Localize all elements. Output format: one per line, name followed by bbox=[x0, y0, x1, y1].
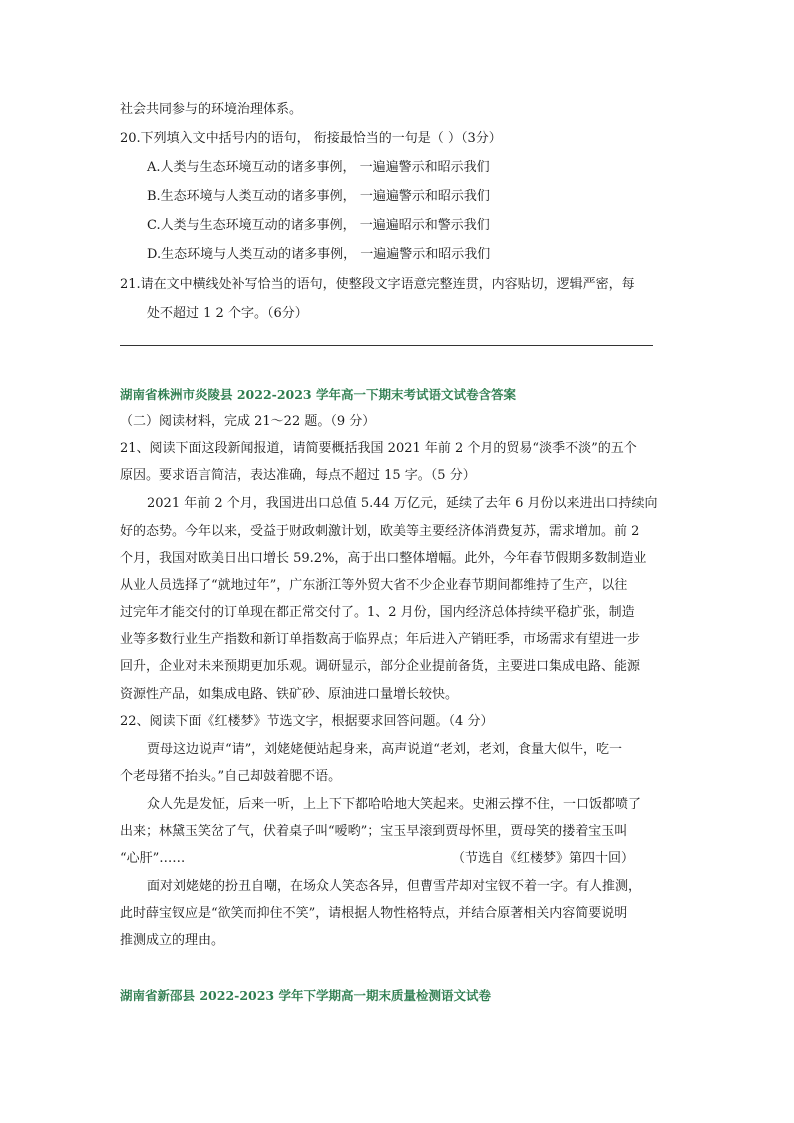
news-line: 好的态势。今年以来，受益于财政刺激计划，欧美等主要经济体消费复苏，需求增加。前 2 bbox=[120, 524, 640, 539]
question-21-reading-cont: 原因。要求语言简洁，表达准确，每点不超过 15 字。（5 分） bbox=[120, 468, 476, 483]
excerpt-source: （节选自《红楼梦》第四十回） bbox=[452, 851, 635, 866]
option-a: A.人类与生态环境互动的诸多事例， 一遍遍警示和昭示我们 bbox=[147, 160, 490, 175]
question-text: 面对刘姥姥的扮丑自嘲，在场众人笑态各异，但曹雪芹却对宝钗不着一字。有人推测， bbox=[147, 879, 642, 894]
excerpt-line: 个老母猪不抬头。”自己却鼓着腮不语。 bbox=[120, 769, 342, 784]
question-21-reading: 21、阅读下面这段新闻报道，请简要概括我国 2021 年前 2 个月的贸易“淡季不淡”的五个 bbox=[120, 441, 637, 456]
option-d: D.生态环境与人类互动的诸多事例， 一遍遍警示和昭示我们 bbox=[147, 247, 491, 262]
news-line: 回升，企业对未来预期更加乐观。调研显示，部分企业提前备货，主要进口集成电路、能源 bbox=[120, 659, 641, 674]
question-21-cont: 处不超过 1 2 个字。（6分） bbox=[147, 306, 308, 321]
question-22: 22、阅读下面《红楼梦》节选文字，根据要求回答问题。（4 分） bbox=[120, 714, 494, 729]
news-line: 从业人员选择了“就地过年”，广东浙江等外贸大省不少企业春节期间都维持了生产，以往 bbox=[120, 578, 628, 593]
news-line: 2021 年前 2 个月，我国进出口总值 5.44 万亿元，延续了去年 6 月份以来进出口持续向 bbox=[147, 496, 658, 511]
option-c: C.人类与生态环境互动的诸多事例， 一遍遍昭示和警示我们 bbox=[147, 218, 490, 233]
answer-line bbox=[120, 345, 653, 346]
excerpt-line: 出来；林黛玉笑岔了气，伏着桌子叫“嗳哟”；宝玉早滚到贾母怀里，贾母笑的搂着宝玉叫 bbox=[120, 824, 628, 839]
news-line: 个月，我国对欧美日出口增长 59.2%，高于出口整体增幅。此外，今年春节假期多数制造业 bbox=[120, 551, 647, 566]
news-line: 业等多数行业生产指数和新订单指数高于临界点；年后进入产销旺季，市场需求有望进一步 bbox=[120, 632, 641, 647]
question-21: 21.请在文中横线处补写恰当的语句，使整段文字语意完整连贯，内容贴切，逻辑严密，每 bbox=[120, 277, 635, 292]
excerpt-line: “心肝”…… bbox=[120, 851, 186, 866]
excerpt-line: 众人先是发怔，后来一听，上上下下都哈哈地大笑起来。史湘云撑不住，一口饭都喷了 bbox=[147, 797, 642, 812]
section-heading: （二）阅读材料，完成 21～22 题。（9 分） bbox=[120, 414, 376, 429]
option-b: B.生态环境与人类互动的诸多事例， 一遍遍警示和昭示我们 bbox=[147, 189, 490, 204]
question-text: 推测成立的理由。 bbox=[120, 933, 225, 948]
question-text: 此时薛宝钗应是“欲笑而抑住不笑”，请根据人物性格特点，并结合原著相关内容简要说明 bbox=[120, 906, 628, 921]
section-title-2: 湖南省新邵县 2022-2023 学年下学期高一期末质量检测语文试卷 bbox=[120, 988, 491, 1003]
question-20: 20.下列填入文中括号内的语句， 衔接最恰当的一句是（ ）（3分） bbox=[120, 131, 502, 146]
news-line: 过完年才能交付的订单现在都正常交付了。1、2 月份，国内经济总体持续平稳扩张，制造 bbox=[120, 605, 635, 620]
section-title-1: 湖南省株洲市炎陵县 2022-2023 学年高一下期末考试语文试卷含答案 bbox=[120, 387, 516, 402]
news-line: 资源性产品，如集成电路、铁矿砂、原油进口量增长较快。 bbox=[120, 687, 459, 702]
excerpt-line: 贾母这边说声“请”，刘姥姥便站起身来，高声说道“老刘，老刘，食量大似牛，吃一 bbox=[147, 742, 622, 757]
text-line: 社会共同参与的环境治理体系。 bbox=[120, 102, 303, 117]
